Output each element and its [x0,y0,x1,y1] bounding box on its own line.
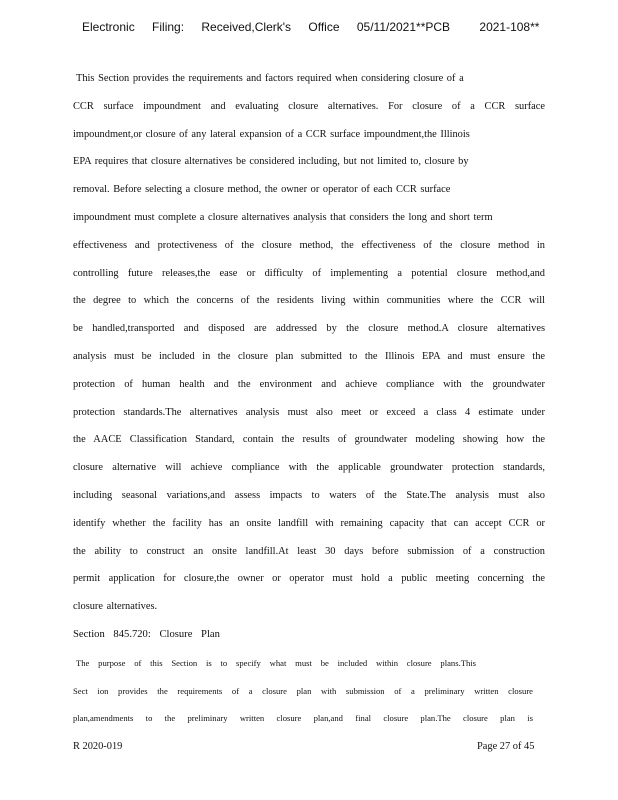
docket-number: R 2020-019 [73,741,123,752]
body-line: the AACE Classification Standard, contain the results of groundwater modeling showing how the [73,434,545,446]
body-line: the degree to which the concerns of the residents living within communities where the CCR will [73,295,545,307]
body-line: impoundment,or closure of any lateral expansion of a CCR surface impoundment,the Illinois [73,128,470,140]
filing-stamp-header [82,20,602,34]
body-line: the ability to construct an onsite landfill.At least 30 days before submission of a construction [73,545,545,557]
body-line: CCR surface impoundment and evaluating closure alternatives. For closure of a CCR surface [73,100,545,112]
header-filing: Filing: [152,20,185,34]
header-received: Received,Clerk's [201,20,292,34]
body-line: protection standards.The alternatives analysis must also meet or exceed a class 4 estimate under [73,406,545,418]
body-line: closure alternatives. [73,601,158,613]
body-line: removal. Before selecting a closure method, the owner or operator of each CCR surface [73,184,451,196]
body-line: controlling future releases,the ease or difficulty of implementing a potential closure method,and [73,267,545,279]
body-line: impoundment must complete a closure alternatives analysis that considers the long and short term [73,211,493,223]
section-heading: Section 845.720: Closure Plan [73,629,220,640]
body-line: closure alternative will achieve compliance with the applicable groundwater protection standards, [73,462,545,474]
body-line: This Section provides the requirements and factors required when considering closure of a [76,73,464,84]
body-line: analysis must be included in the closure plan submitted to the Illinois EPA and must ensure the [73,350,545,362]
page-number: Page 27 of 45 [477,741,535,752]
body-line: permit application for closure,the owner or operator must hold a public meeting concerning the [73,573,545,585]
header-electronic: Electronic [82,20,135,34]
body-line: be handled,transported and disposed are addressed by the closure method.A closure alternatives [73,323,545,335]
body-line: identify whether the facility has an onsite landfill with remaining capacity that can accept CCR or [73,517,545,529]
small-line: The purpose of this Section is to specify what must be included within closure plans.This [76,658,476,668]
body-line: including seasonal variations,and assess impacts to waters of the State.The analysis must also [73,489,545,501]
closure-plan-text [73,657,533,740]
header-docket: 2021-108** [479,20,540,34]
header-office: Office [308,20,340,34]
body-line: EPA requires that closure alternatives be considered including, but not limited to, closure by [73,156,469,168]
body-line: protection of human health and the environment and achieve compliance with the groundwater [73,378,545,390]
body-line: effectiveness and protectiveness of the closure method, the effectiveness of the closure method in [73,239,545,251]
small-line: plan,amendments to the preliminary written closure plan,and final closure plan.The closure plan is [73,713,533,723]
section-body-text [73,72,545,628]
header-date: 05/11/2021**PCB [356,20,451,34]
small-line: Sect ion provides the requirements of a closure plan with submission of a preliminary written closure [73,685,533,696]
